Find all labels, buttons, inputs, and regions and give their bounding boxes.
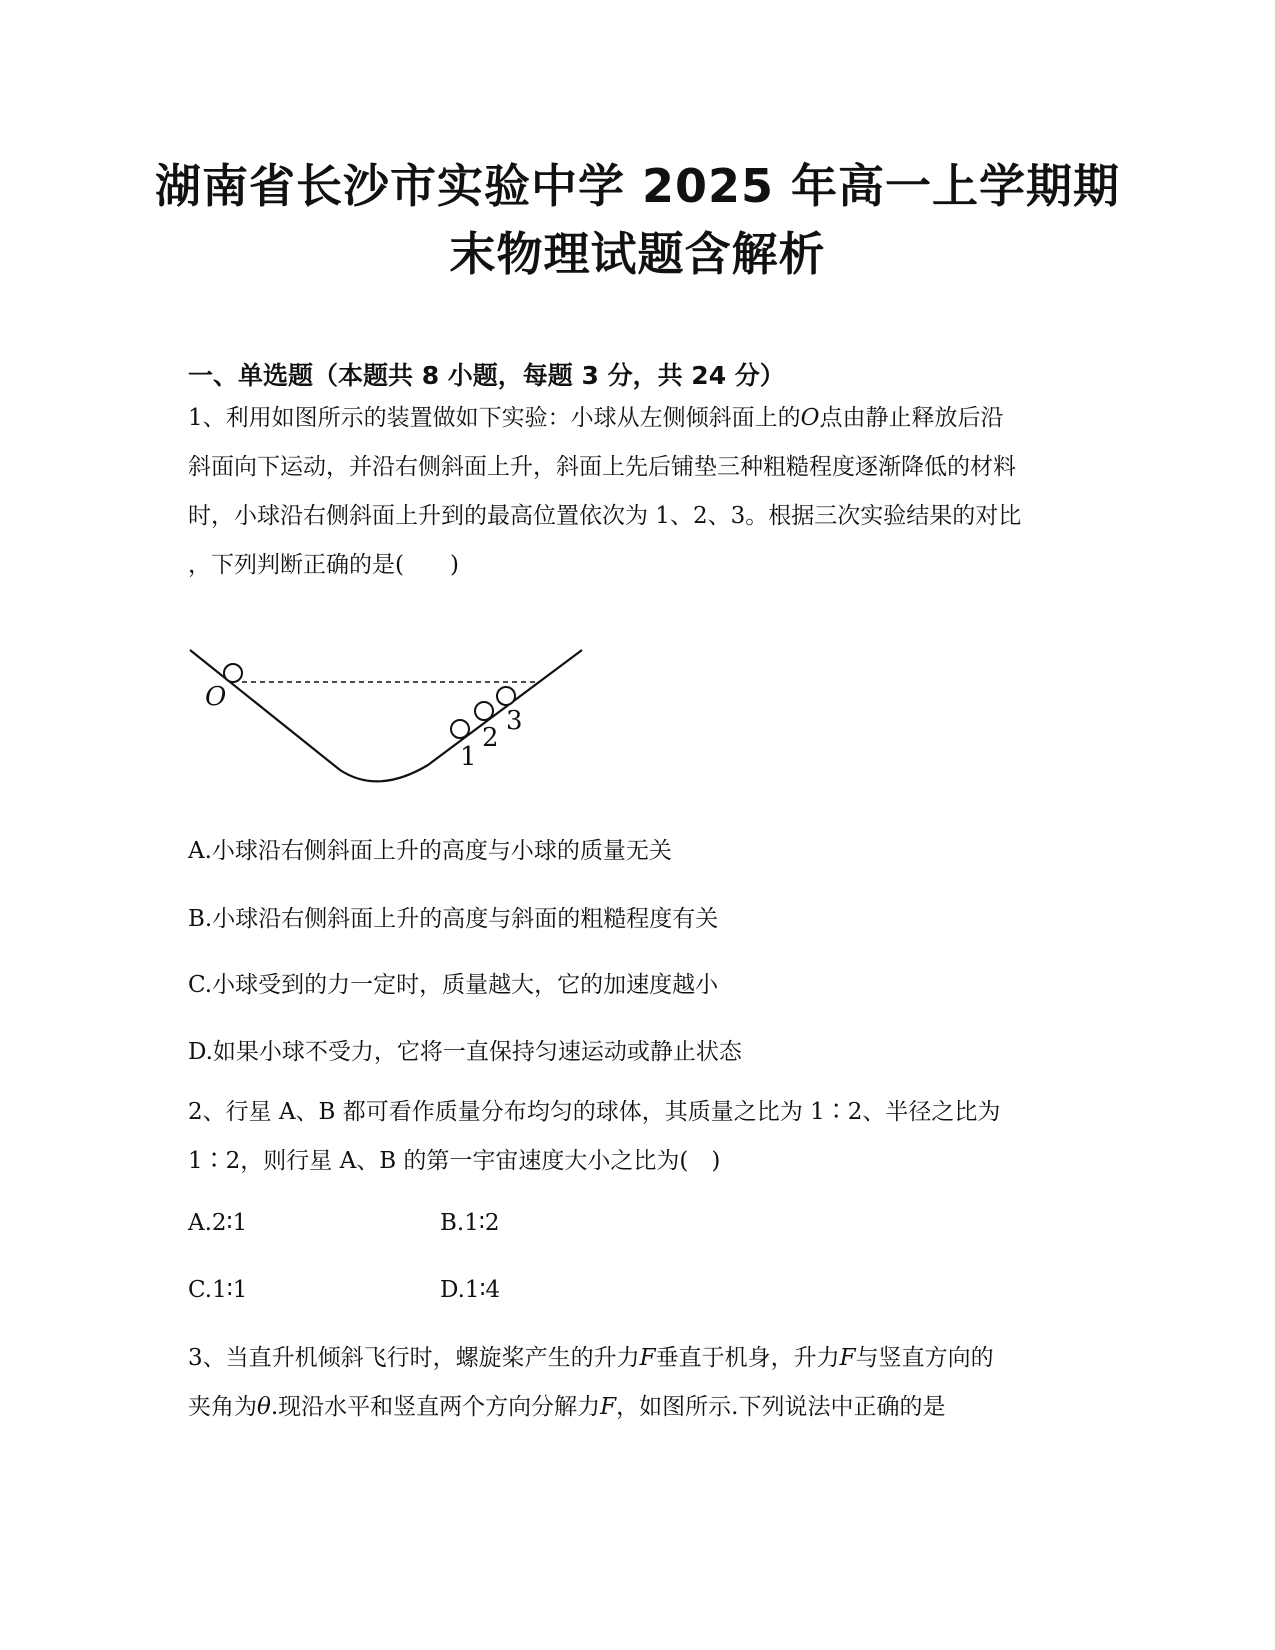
- label-2: 2: [482, 723, 499, 753]
- q2-option-a: A.2∶1: [188, 1210, 248, 1236]
- ball-3: [497, 687, 515, 705]
- q2-option-d: D.1∶4: [440, 1277, 501, 1303]
- q3-line-2: 夹角为θ.现沿水平和竖直两个方向分解力F，如图所示.下列说法中正确的是: [188, 1394, 946, 1420]
- q2-option-b: B.1∶2: [440, 1210, 500, 1236]
- question-2-stem: [188, 1088, 1088, 1186]
- incline-track: [190, 650, 582, 781]
- q1-line-2: 斜面向下运动，并沿右侧斜面上升，斜面上先后铺垫三种粗糙程度逐渐降低的材料: [188, 454, 1016, 480]
- q1-option-b: B.小球沿右侧斜面上升的高度与斜面的粗糙程度有关: [188, 906, 719, 932]
- section-heading: 一、单选题（本题共 8 小题，每题 3 分，共 24 分）: [188, 361, 785, 390]
- ball-2: [475, 702, 493, 720]
- q2-option-c: C.1∶1: [188, 1277, 248, 1303]
- doc-title-line-2: 末物理试题含解析: [449, 227, 826, 281]
- label-1: 1: [460, 742, 477, 772]
- question-3-stem: [188, 1334, 1088, 1432]
- q3-line-1: 3、当直升机倾斜飞行时，螺旋桨产生的升力F垂直于机身，升力F与竖直方向的: [188, 1345, 994, 1371]
- q1-line-4: ，下列判断正确的是( ): [188, 552, 459, 578]
- ball-1: [451, 720, 469, 738]
- q1-incline-figure: [180, 640, 600, 800]
- q1-line-3: 时，小球沿右侧斜面上升到的最高位置依次为 1、2、3。根据三次实验结果的对比: [188, 503, 1022, 529]
- question-1-stem: [188, 394, 1088, 590]
- q1-line-1: 1、利用如图所示的装置做如下实验：小球从左侧倾斜面上的O点由静止释放后沿: [188, 405, 1004, 431]
- label-o: O: [205, 682, 227, 712]
- q1-option-c: C.小球受到的力一定时，质量越大，它的加速度越小: [188, 972, 719, 998]
- q2-line-2: 1∶2，则行星 A、B 的第一宇宙速度大小之比为( ): [188, 1148, 721, 1174]
- q2-line-1: 2、行星 A、B 都可看作质量分布均匀的球体，其质量之比为 1∶2、半径之比为: [188, 1099, 1001, 1125]
- ball-o: [224, 664, 242, 682]
- label-3: 3: [506, 706, 523, 736]
- q1-option-d: D.如果小球不受力，它将一直保持匀速运动或静止状态: [188, 1039, 742, 1065]
- doc-title-line-1: 湖南省长沙市实验中学 2025 年高一上学期期: [154, 159, 1121, 213]
- q1-option-a: A.小球沿右侧斜面上升的高度与小球的质量无关: [188, 838, 672, 864]
